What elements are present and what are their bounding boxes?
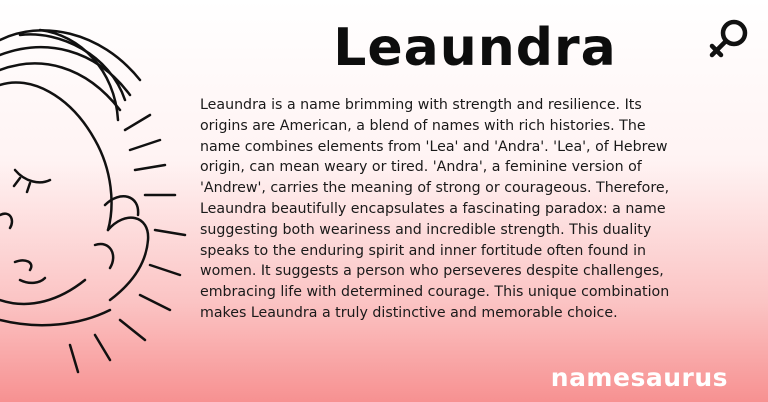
female-symbol-icon bbox=[706, 16, 752, 62]
name-title: Leaundra bbox=[333, 18, 617, 78]
brand-logo[interactable]: namesaurus bbox=[550, 363, 728, 392]
sleeping-baby-illustration bbox=[0, 0, 200, 402]
name-description: Leaundra is a name brimming with strength and resilience. Its origins are American, a blend of names with rich histories. The name combines elements from 'Lea' and 'Andra'. 'Lea', of Hebrew origin, can mean weary or tired. 'Andra', a feminine version of 'Andrew', carries the meaning of strong or courageous. Therefore, Leaundra beautifully encapsulates a fascinating paradox: a name suggesting both weariness and incredible strength. This duality speaks to the enduring spirit and inner fortitude often found in women. It suggests a person who perseveres despite challenges, embracing life with determined courage. This unique combination makes Leaundra a truly distinctive and memorable choice. bbox=[200, 97, 670, 321]
